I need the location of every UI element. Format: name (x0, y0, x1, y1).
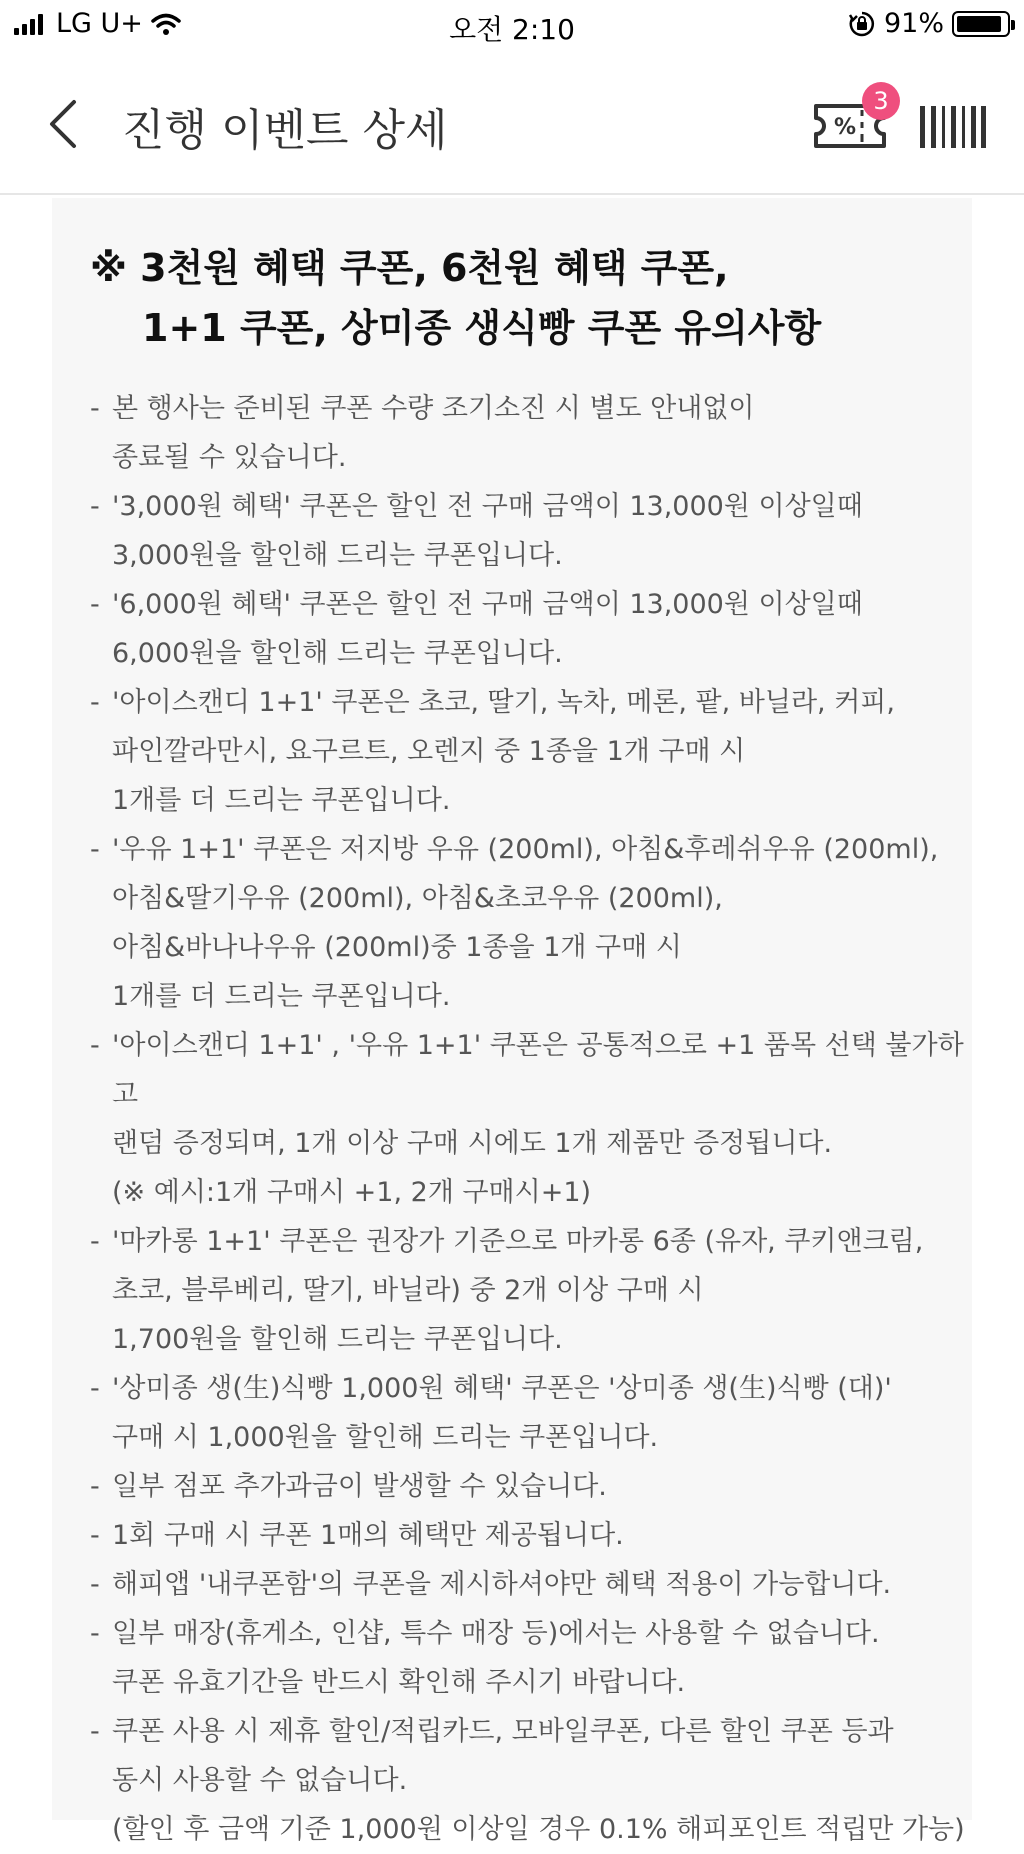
notice-bullet: - (90, 1569, 100, 1600)
notice-item-text (112, 1609, 880, 1707)
notice-item (90, 1021, 972, 1217)
notice-line: 종료될 수 있습니다. (112, 442, 347, 473)
notice-item (90, 1707, 972, 1854)
notice-bullet: - (90, 1520, 100, 1551)
notice-bullet: - (90, 1030, 100, 1061)
notice-item (90, 384, 972, 482)
notice-line: 본 행사는 준비된 쿠폰 수량 조기소진 시 별도 안내없이 (112, 393, 755, 424)
notice-title-line1: ※ 3천원 혜택 쿠폰, 6천원 혜택 쿠폰, (90, 246, 729, 290)
notice-line: 3,000원을 할인해 드리는 쿠폰입니다. (112, 540, 563, 571)
status-bar (0, 0, 1024, 50)
notice-item (90, 678, 972, 825)
notice-line: '아이스캔디 1+1' , '우유 1+1' 쿠폰은 공통적으로 +1 품목 선택 불가하고 (112, 1030, 964, 1110)
notice-bullet: - (90, 589, 100, 620)
notice-item (90, 1217, 972, 1364)
notice-item (90, 482, 972, 580)
notice-item (90, 825, 972, 1021)
notice-line: 구매 시 1,000원을 할인해 드리는 쿠폰입니다. (112, 1422, 659, 1453)
notice-item-text (112, 384, 754, 482)
notice-item-text (112, 482, 863, 580)
notice-title (52, 198, 972, 358)
notice-bullet: - (90, 834, 100, 865)
notice-bullet: - (90, 393, 100, 424)
notice-line: 쿠폰 사용 시 제휴 할인/적립카드, 모바일쿠폰, 다른 할인 쿠폰 등과 (112, 1716, 894, 1747)
notice-line: 랜덤 증정되며, 1개 이상 구매 시에도 1개 제품만 증정됩니다. (112, 1128, 833, 1159)
notice-item-text (112, 678, 895, 825)
notice-line: 일부 점포 추가과금이 발생할 수 있습니다. (112, 1471, 607, 1502)
notice-panel (52, 198, 972, 1845)
notice-item-text (112, 1560, 891, 1609)
notice-line: 파인깔라만시, 요구르트, 오렌지 중 1종을 1개 구매 시 (112, 736, 746, 767)
notice-line: 1개를 더 드리는 쿠폰입니다. (112, 785, 451, 816)
notice-line: 동시 사용할 수 없습니다. (112, 1765, 408, 1796)
notice-line: '상미종 생(生)식빵 1,000원 혜택' 쿠폰은 '상미종 생(生)식빵 (대)' (112, 1373, 892, 1404)
notice-line: '마카롱 1+1' 쿠폰은 권장가 기준으로 마카롱 6종 (유자, 쿠키앤크림, (112, 1226, 924, 1257)
notice-line: 해피앱 '내쿠폰함'의 쿠폰을 제시하셔야만 혜택 적용이 가능합니다. (112, 1569, 892, 1600)
notice-line: 1회 구매 시 쿠폰 1매의 혜택만 제공됩니다. (112, 1520, 624, 1551)
notice-item (90, 1462, 972, 1511)
notice-item-text (112, 1511, 624, 1560)
notice-bullet: - (90, 1471, 100, 1502)
notice-line: 6,000원을 할인해 드리는 쿠폰입니다. (112, 638, 563, 669)
notice-list (90, 384, 972, 1854)
notice-item-text (112, 1707, 965, 1854)
svg-text:%: % (834, 115, 857, 140)
notice-bullet: - (90, 1618, 100, 1649)
notice-item-text (112, 825, 938, 1021)
notice-item-text (112, 580, 863, 678)
notice-item (90, 1560, 972, 1609)
battery-percent: 91% (883, 8, 944, 39)
notice-item (90, 580, 972, 678)
notice-line: (※ 예시:1개 구매시 +1, 2개 구매시+1) (112, 1177, 592, 1208)
page-title: 진행 이벤트 상세 (122, 105, 448, 156)
notice-line: 일부 매장(휴게소, 인샵, 특수 매장 등)에서는 사용할 수 없습니다. (112, 1618, 880, 1649)
battery-icon (952, 11, 1010, 37)
notice-line: '우유 1+1' 쿠폰은 저지방 우유 (200ml), 아침&후레쉬우유 (200ml), (112, 834, 939, 865)
notice-item-text (112, 1217, 923, 1364)
notice-line: (할인 후 금액 기준 1,000원 이상일 경우 0.1% 해피포인트 적립만 가능) (112, 1814, 965, 1845)
notice-item (90, 1364, 972, 1462)
notice-line: 1개를 더 드리는 쿠폰입니다. (112, 981, 451, 1012)
notice-item-text (112, 1462, 607, 1511)
notice-bullet: - (90, 491, 100, 522)
notice-line: 쿠폰 유효기간을 반드시 확인해 주시기 바랍니다. (112, 1667, 686, 1698)
orientation-lock-icon (848, 10, 876, 38)
notice-item-text (112, 1021, 972, 1217)
notice-bullet: - (90, 687, 100, 718)
carrier-label: LG U+ (56, 8, 143, 39)
notice-item (90, 1609, 972, 1707)
status-right (848, 8, 1010, 39)
coupon-count-badge: 3 (862, 82, 900, 120)
notice-bullet: - (90, 1373, 100, 1404)
notice-line: 초코, 블루베리, 딸기, 바닐라) 중 2개 이상 구매 시 (112, 1275, 704, 1306)
notice-line: 1,700원을 할인해 드리는 쿠폰입니다. (112, 1324, 563, 1355)
notice-item (90, 1511, 972, 1560)
notice-bullet: - (90, 1226, 100, 1257)
back-icon[interactable] (40, 94, 90, 154)
notice-item-text (112, 1364, 892, 1462)
app-header (0, 60, 1024, 195)
notice-line: 아침&바나나우유 (200ml)중 1종을 1개 구매 시 (112, 932, 682, 963)
notice-line: '3,000원 혜택' 쿠폰은 할인 전 구매 금액이 13,000원 이상일때 (112, 491, 863, 522)
notice-line: 아침&딸기우유 (200ml), 아침&초코우유 (200ml), (112, 883, 723, 914)
notice-title-line2: 1+1 쿠폰, 상미종 생식빵 쿠폰 유의사항 (142, 306, 822, 350)
battery-level (957, 16, 1001, 32)
notice-line: '아이스캔디 1+1' 쿠폰은 초코, 딸기, 녹차, 메론, 팥, 바닐라, 커피, (112, 687, 895, 718)
notice-bullet: - (90, 1716, 100, 1747)
clock: 오전 2:10 (449, 13, 575, 46)
barcode-icon[interactable] (918, 102, 988, 152)
notice-line: '6,000원 혜택' 쿠폰은 할인 전 구매 금액이 13,000원 이상일때 (112, 589, 863, 620)
